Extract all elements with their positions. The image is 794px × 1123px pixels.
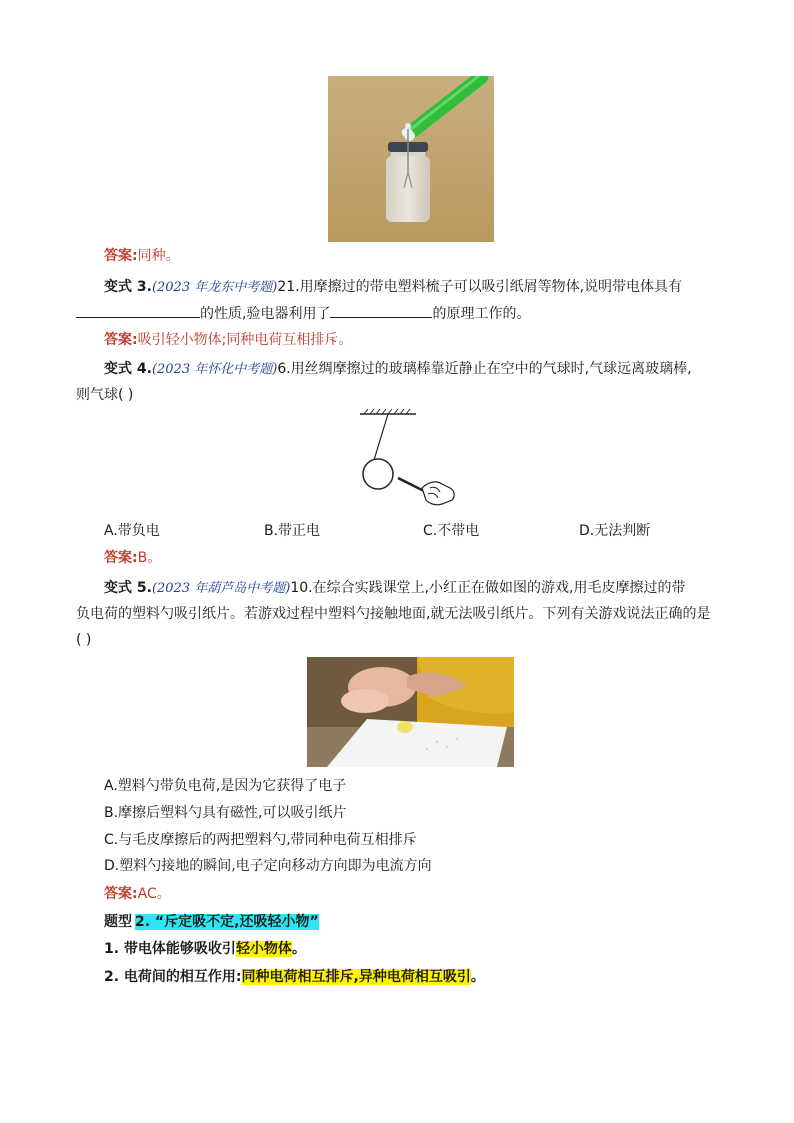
variant-5-line-2 [76,604,710,624]
point-text: 。 [470,969,485,985]
question-text: 则气球( ) [76,387,134,403]
answer-blank-2[interactable] [330,303,432,318]
point-highlight: 轻小物体 [235,941,292,957]
option-d[interactable]: D.无法判断 [579,523,651,539]
source-citation: (2023 年龙东中考题) [151,280,278,295]
answer-1 [104,246,180,266]
question-text: ( ) [76,632,92,648]
point-text: 2. 电荷间的相互作用: [104,969,242,985]
variant-4-line-2 [76,385,133,405]
answer-label: 答案: [104,550,138,566]
point-text: 1. 带电体能够吸收引 [104,941,236,957]
question-text: 21.用摩擦过的带电塑料梳子可以吸引纸屑等物体,说明带电体具有 [277,279,683,295]
question-text: 负电荷的塑料勺吸引纸片。若游戏过程中塑料勺接触地面,就无法吸引纸片。下列有关游戏说法正确的是 [76,606,711,622]
spoon-game-photo [307,657,514,767]
question-text: 6.用丝绸摩擦过的玻璃棒靠近静止在空中的气球时,气球远离玻璃棒, [277,361,692,377]
answer-label: 答案: [104,248,138,264]
answer-text: AC。 [137,886,171,902]
question-text: 10.在综合实践课堂上,小红正在做如图的游戏,用毛皮摩擦过的带 [290,580,686,596]
type-label: 题型 [104,914,132,930]
option-d[interactable]: D.塑料勺接地的瞬间,电子定向移动方向即为电流方向 [104,858,432,874]
answer-text: B。 [137,550,162,566]
variant-4-line-1 [104,359,692,380]
key-point-1 [104,939,306,959]
answer-5 [104,884,171,904]
answer-text: 吸引轻小物体;同种电荷互相排斥。 [137,332,353,348]
variant-label: 变式 5. [104,580,152,596]
variant-label: 变式 3. [104,279,152,295]
answer-4 [104,548,161,568]
option-c[interactable]: C.不带电 [423,523,480,539]
point-text: 。 [291,941,306,957]
electroscope-photo [328,76,494,242]
point-highlight: 同种电荷相互排斥,异种电荷相互吸引 [241,969,471,985]
answer-label: 答案: [104,886,138,902]
variant-5-line-3 [76,630,91,650]
option-a[interactable]: A.带负电 [104,523,160,539]
option-a[interactable]: A.塑料勺带负电荷,是因为它获得了电子 [104,778,347,794]
variant-3-line-2 [76,303,530,324]
variant-5-line-1 [104,578,685,599]
option-b[interactable]: B.摩擦后塑料勺具有磁性,可以吸引纸片 [104,805,347,821]
answer-label: 答案: [104,332,138,348]
variant-3-line-1 [104,277,682,298]
question-text: 的原理工作的。 [432,306,531,322]
source-citation: (2023 年怀化中考题) [151,362,278,377]
source-citation: (2023 年葫芦岛中考题) [151,581,291,596]
answer-blank-1[interactable] [76,303,200,318]
type-title: 2. “斥定吸不定,还吸轻小物” [135,914,319,930]
answer-3 [104,330,352,350]
variant-label: 变式 4. [104,361,152,377]
option-b[interactable]: B.带正电 [264,523,321,539]
answer-text: 同种。 [137,248,180,264]
question-text: 的性质,验电器利用了 [200,306,331,322]
key-point-2 [104,967,485,987]
option-c[interactable]: C.与毛皮摩擦后的两把塑料勺,带同种电荷互相排斥 [104,832,417,848]
balloon-diagram [356,408,462,512]
section-heading [104,912,319,932]
